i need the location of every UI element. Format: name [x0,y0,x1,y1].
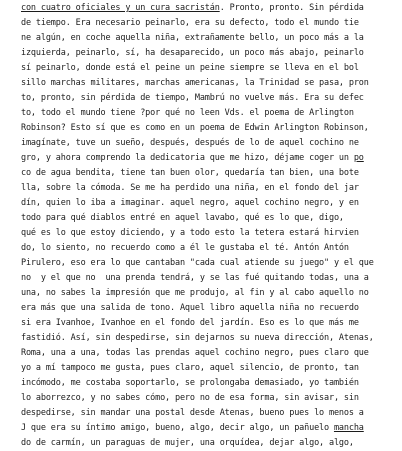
text-line [21,226,398,241]
text-line [21,361,398,376]
text-segment: co de agua bendita, tiene tan buen olor, quedaría tan bien, una bote [21,168,359,178]
text-segment: no y el que no una prenda tendrá, y se las fué quitando todas, una a [21,273,369,283]
text-line [21,136,398,151]
text-line [21,331,398,346]
text-line [21,31,398,46]
text-segment: sillo marchas militares, marchas americanas, la Trinidad se pasa, pron [21,78,369,88]
text-segment: despedirse, sin mandar una postal desde Atenas, bueno pues lo menos a [21,408,364,418]
text-segment: Pirulero, eso era lo que cantaban "cada cual atiende su juego" y el que [21,258,374,268]
text-line [21,121,398,136]
text-line [21,151,398,166]
text-segment: ne algún, en coche aquella niña, extrañamente bello, un poco más a la [21,33,364,43]
text-line [21,166,398,181]
text-line [21,316,398,331]
text-line [21,256,398,271]
text-line [21,346,398,361]
text-segment: izquierda, peinarlo, sí, ha desaparecido, un poco más abajo, peinarlo [21,48,364,58]
text-line [21,91,398,106]
text-segment: to, todo el mundo tiene ?por qué no leen Vds. el poema de Arlington [21,108,354,118]
text-line [21,181,398,196]
text-line [21,271,398,286]
text-line [21,196,398,211]
text-segment: incómodo, me costaba soportarlo, se prolongaba demasiado, yo también [21,378,359,388]
text-segment: lo aborrezco, y no sabes cómo, pero no de esa forma, sin avisar, sin [21,393,359,403]
text-segment: lla, sobre la cómoda. Se me ha perdido una niña, en el fondo del jar [21,183,359,193]
text-line [21,421,398,436]
text-line [21,301,398,316]
underlined-text: con cuatro oficiales y un cura sacristán [21,3,220,13]
text-segment: yo a mí tampoco me gusta, pues claro, aquel silencio, de pronto, tan [21,363,359,373]
text-line [21,391,398,406]
text-segment: una, no sabes la impresión que me produjo, al fin y al cabo aquello no [21,288,369,298]
text-segment: fastidió. Así, sin despedirse, sin dejarnos su nueva dirección, Atenas, [21,333,374,343]
text-segment: de tiempo. Era necesario peinarlo, era su defecto, todo el mundo tie [21,18,359,28]
text-line [21,46,398,61]
text-segment: todo para qué diablos entré en aquel lavabo, qué es lo que, digo, [21,213,344,223]
text-segment: do de carmín, un paraguas de mujer, una orquídea, dejar algo, algo, [21,438,354,448]
text-line [21,376,398,391]
text-segment: sí peinarlo, donde está el peine un peine siempre se lleva en el bol [21,63,359,73]
text-line [21,76,398,91]
underlined-text: po [353,153,364,163]
text-segment: era más que una salida de tono. Aquel libro aquella niña no recuerdo [21,303,359,313]
text-line [21,61,398,76]
text-segment: J que era su íntimo amigo, bueno, algo, decir algo, un pañuelo [21,423,334,433]
text-line [21,406,398,421]
text-segment: imagínate, tuve un sueño, después, después de lo de aquel cochino ne [21,138,359,148]
text-line [21,16,398,31]
text-segment: gro, y ahora comprendo la dedicatoria que me hizo, déjame coger un [21,153,354,163]
text-segment: qué es lo que estoy diciendo, y a todo esto la tetera estará hirvien [21,228,359,238]
text-line [21,436,398,451]
text-line [21,211,398,226]
text-segment: . Pronto, pronto. Sin pérdida [219,3,364,13]
text-line [21,286,398,301]
text-segment: si era Ivanhoe, Ivanhoe en el fondo del jardín. Eso es lo que más me [21,318,359,328]
text-segment: Roma, una a una, todas las prendas aquel cochino negro, pues claro que [21,348,369,358]
text-segment: to, pronto, sin pérdida de tiempo, Mambrú no vuelve más. Era su defec [21,93,364,103]
underlined-text: mancha [333,423,364,433]
text-segment: do, lo siento, no recuerdo como a él le gustaba el té. Antón Antón [21,243,349,253]
text-line [21,1,398,16]
text-segment: dín, quien lo iba a imaginar. aquel negro, aquel cochino negro, y en [21,198,359,208]
text-segment: Robinson? Esto sí que es como en un poema de Edwin Arlington Robinson, [21,123,369,133]
text-line [21,241,398,256]
text-line [21,106,398,121]
